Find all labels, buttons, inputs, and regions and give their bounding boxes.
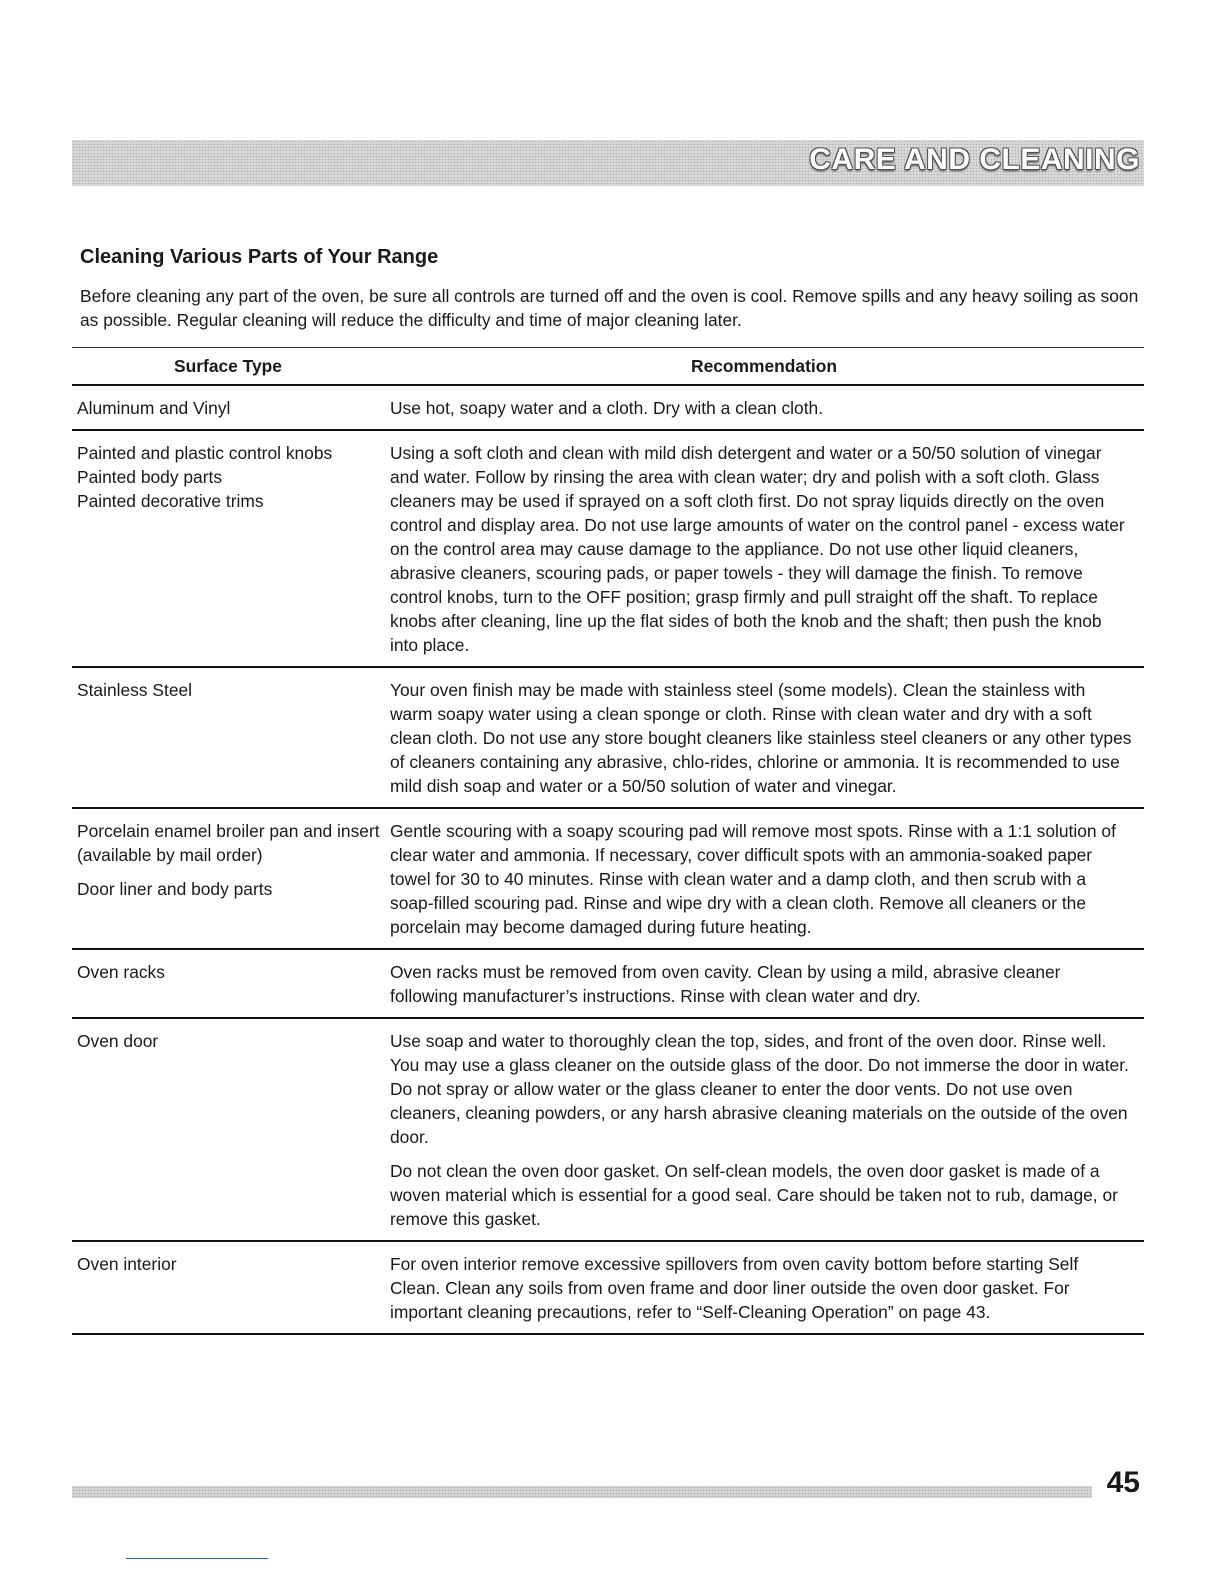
intro-paragraph: Before cleaning any part of the oven, be sure all controls are turned off and the oven is cool. Remove spills and any heavy soiling as soon as possible. Regular cleaning will reduce the difficulty and time of major cleaning later. [80, 286, 1139, 330]
surface-label: Aluminum and Vinyl [77, 398, 231, 418]
recommendation-text: Use hot, soapy water and a cloth. Dry with a clean cloth. [390, 398, 824, 418]
surface-label: Painted decorative trims [77, 491, 264, 511]
table-row [72, 431, 1144, 668]
surface-label: Painted body parts [77, 467, 223, 487]
recommendation-cell [384, 678, 1144, 798]
surface-cell [72, 678, 384, 798]
table-row [72, 1019, 1144, 1242]
table-row [72, 809, 1144, 950]
recommendation-text: Oven racks must be removed from oven cavity. Clean by using a mild, abrasive cleaner following manufacturer’s instructions. Rinse with clean water and dry. [390, 962, 1061, 1006]
recommendation-text: Using a soft cloth and clean with mild dish detergent and water or a 50/50 solution of vinegar and water. Follow by rinsing the area with clean water; dry and polish with a soft cloth. Glass cleaners may be used if sprayed on a soft cloth first. Do not spray liquids directly on the oven control and display area. Do not use large amounts of water on the control panel - excess water on the control area may cause damage to the appliance. Do not use other liquid cleaners, abrasive cleaners, scouring pads, or paper towels - they will damage the finish. To remove control knobs, turn to the OFF position; grasp firmly and pull straight off the shaft. To replace knobs after cleaning, line up the flat sides of both the knob and the shaft; then push the knob into place. [390, 443, 1125, 655]
header-recommendation: Recommendation [691, 355, 837, 376]
table-row [72, 950, 1144, 1019]
cleaning-table [72, 347, 1144, 1335]
header-surface-type: Surface Type [174, 355, 282, 376]
bottom-rule [126, 1558, 268, 1559]
recommendation-cell [384, 1029, 1144, 1231]
table-row [72, 386, 1144, 431]
table-header [72, 348, 1144, 386]
surface-cell [72, 960, 384, 1008]
surface-label: Oven racks [77, 962, 165, 982]
recommendation-cell [384, 1252, 1144, 1324]
surface-cell [72, 441, 384, 657]
recommendation-text: Do not clean the oven door gasket. On self-clean models, the oven door gasket is made of a woven material which is essential for a good seal. Care should be taken not to rub, damage, or remove this gasket. [390, 1161, 1118, 1229]
table-row [72, 668, 1144, 809]
recommendation-cell [384, 396, 1144, 420]
surface-label: Stainless Steel [77, 680, 193, 700]
page-number: 45 [1106, 1466, 1140, 1499]
table-row [72, 1242, 1144, 1335]
recommendation-cell [384, 960, 1144, 1008]
surface-label: Porcelain enamel broiler pan and insert (available by mail order) [77, 821, 380, 865]
surface-label: Painted and plastic control knobs [77, 443, 333, 463]
surface-label: Door liner and body parts [77, 879, 273, 899]
surface-cell [72, 396, 384, 420]
section-heading: Cleaning Various Parts of Your Range [80, 246, 439, 268]
recommendation-cell [384, 819, 1144, 939]
recommendation-cell [384, 441, 1144, 657]
recommendation-text: Your oven finish may be made with stainless steel (some models). Clean the stainless with warm soapy water using a clean sponge or cloth. Rinse with clean water and dry with a soft clean cloth. Do not use any store bought cleaners like stainless steel cleaners or any other types of cleaners containing any abrasive, chlo-rides, chlorine or ammonia. It is recommended to use mild dish soap and water or a 50/50 solution of water and vinegar. [390, 680, 1132, 796]
surface-cell [72, 819, 384, 939]
surface-label: Oven interior [77, 1254, 177, 1274]
footer-bar [72, 1486, 1092, 1498]
recommendation-text: For oven interior remove excessive spillovers from oven cavity bottom before starting Self Clean. Clean any soils from oven frame and door liner outside the oven door gasket. For important cleaning precautions, refer to “Self-Cleaning Operation” on page 43. [390, 1254, 1079, 1322]
recommendation-text: Use soap and water to thoroughly clean the top, sides, and front of the oven door. Rinse well. You may use a glass cleaner on the outside glass of the door. Do not immerse the door in water. Do not spray or allow water or the glass cleaner to enter the door vents. Do not use oven cleaners, cleaning powders, or any harsh abrasive cleaning materials on the outside of the oven door. [390, 1031, 1129, 1147]
surface-cell [72, 1029, 384, 1231]
surface-label: Oven door [77, 1031, 159, 1051]
recommendation-text: Gentle scouring with a soapy scouring pad will remove most spots. Rinse with a 1:1 solution of clear water and ammonia. If necessary, cover difficult spots with an ammonia-soaked paper towel for 30 to 40 minutes. Rinse with clean water and a damp cloth, and then scrub with a soap-filled scouring pad. Rinse and wipe dry with a clean cloth. Remove all cleaners or the porcelain may become damaged during future heating. [390, 821, 1116, 937]
surface-cell [72, 1252, 384, 1324]
banner-title: CARE AND CLEANING [809, 143, 1140, 176]
section-banner [72, 140, 1144, 186]
